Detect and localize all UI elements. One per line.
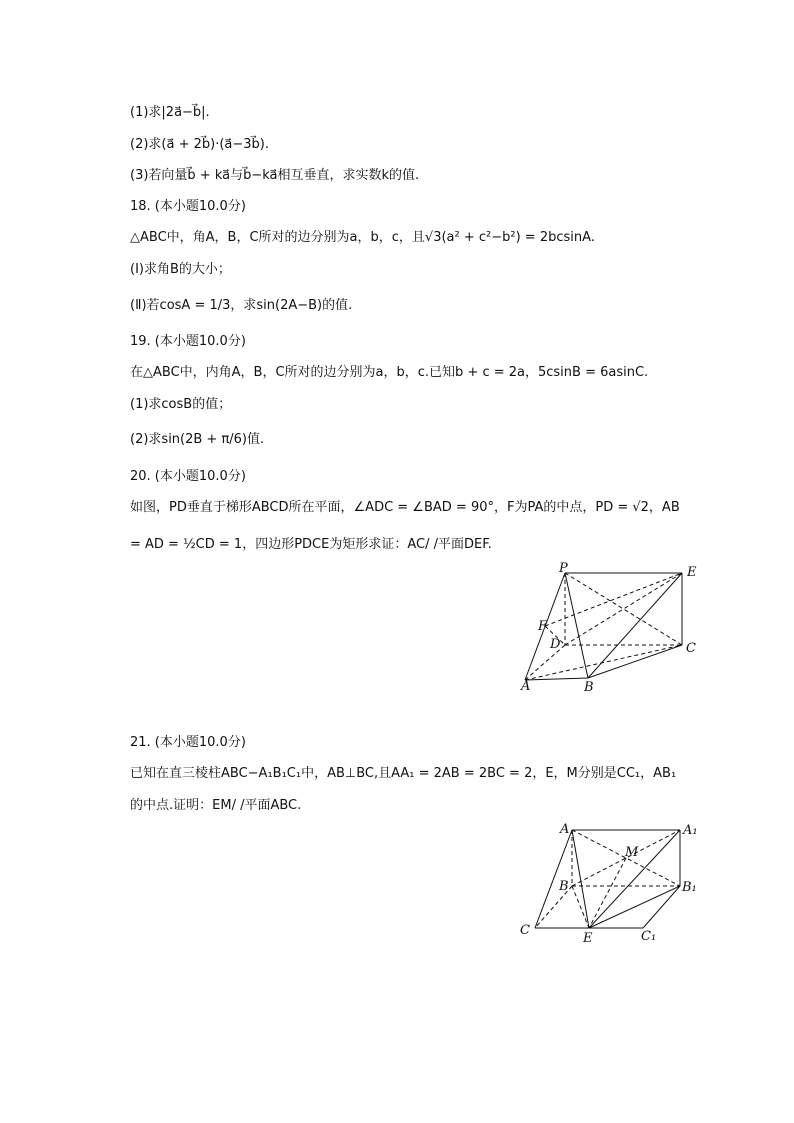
edge-pb xyxy=(565,573,588,678)
edge-pc xyxy=(565,573,682,645)
p18-header: 18. (本小题10.0分) xyxy=(130,199,246,214)
p17-part3: (3)若向量b⃗ + ka⃗与b⃗−ka⃗相互垂直，求实数k的值. xyxy=(130,168,420,183)
edge-b1c1 xyxy=(643,886,680,928)
label-C: C xyxy=(686,641,696,656)
edge-ac xyxy=(525,645,682,680)
p18-line3: (Ⅱ)若cosA = 1/3，求sin(2A−B)的值. xyxy=(130,298,353,313)
label-B: B xyxy=(584,680,594,695)
label-C1: C₁ xyxy=(641,929,657,944)
edge-be xyxy=(588,573,682,678)
p18-line2: (Ⅰ)求角B的大小； xyxy=(130,262,231,277)
label-M: M xyxy=(625,845,639,860)
p17-part1: (1)求|2a⃗−b⃗|. xyxy=(130,105,210,120)
figure-prism-abc xyxy=(515,818,715,948)
p18-line1: △ABC中，角A，B，C所对的边分别为a，b，c，且√3(a² + c²−b²) = 2bcsinA. xyxy=(130,230,595,245)
p19-line3: (2)求sin(2B + π/6)值. xyxy=(130,432,265,447)
edge-de xyxy=(565,573,682,645)
edge-eb1 xyxy=(589,886,680,928)
label-F: F xyxy=(538,619,548,634)
p19-line2: (1)求cosB的值； xyxy=(130,397,232,412)
p20-line2: = AD = ½CD = 1，四边形PDCE为矩形求证：AC/ /平面DEF. xyxy=(130,537,492,552)
label-A: A xyxy=(521,679,531,694)
label-B1: B₁ xyxy=(682,880,697,895)
label-E: E xyxy=(687,565,697,580)
label-D: D xyxy=(550,637,561,652)
label-E: E xyxy=(583,931,593,946)
p17-part2: (2)求(a⃗ + 2b⃗)·(a⃗−3b⃗). xyxy=(130,137,269,152)
label-A1: A₁ xyxy=(683,823,698,838)
p20-header: 20. (本小题10.0分) xyxy=(130,469,246,484)
edge-be xyxy=(572,886,589,928)
edge-me xyxy=(589,858,626,928)
edge-fe xyxy=(545,573,682,626)
p21-line2: 的中点.证明：EM/ /平面ABC. xyxy=(130,798,302,813)
p19-header: 19. (本小题10.0分) xyxy=(130,334,246,349)
label-B: B xyxy=(559,879,569,894)
label-A: A xyxy=(560,822,570,837)
edge-bc xyxy=(588,645,682,678)
label-C: C xyxy=(520,923,530,938)
p21-header: 21. (本小题10.0分) xyxy=(130,735,246,750)
figure-pyramid-pdce xyxy=(510,560,710,700)
p20-line1: 如图，PD垂直于梯形ABCD所在平面，∠ADC = ∠BAD = 90°，F为PA的中点，PD = √2，AB xyxy=(130,500,680,515)
p21-line1: 已知在直三棱柱ABC−A₁B₁C₁中，AB⊥BC,且AA₁ = 2AB = 2BC = 2，E，M分别是CC₁，AB₁ xyxy=(130,766,677,781)
p19-line1: 在△ABC中，内角A，B，C所对的边分别为a，b，c.已知b + c = 2a，5csinB = 6asinC. xyxy=(130,365,649,380)
label-P: P xyxy=(559,561,568,576)
